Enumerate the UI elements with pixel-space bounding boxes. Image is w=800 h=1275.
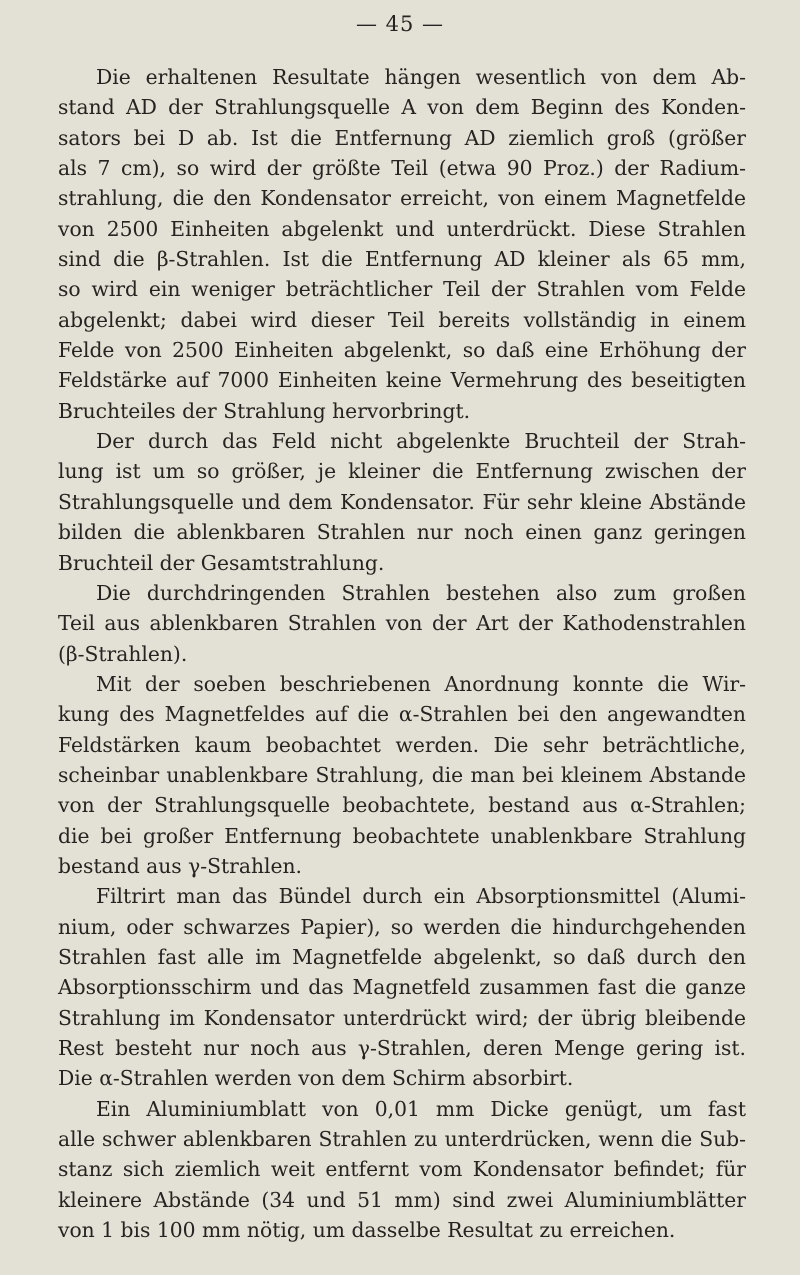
text-line: kleinere Abstände (34 und 51 mm) sind zwei Aluminiumblätter	[58, 1187, 746, 1212]
text-line: kung des Magnetfeldes auf die α-Strahlen bei den angewandten	[58, 702, 746, 727]
text-line: alle schwer ablenkbaren Strahlen zu unterdrücken, wenn die Sub-	[58, 1127, 746, 1152]
text-line: Strahlung im Kondensator unterdrückt wird; der übrig bleibende	[58, 1005, 746, 1030]
text-line: strahlung, die den Kondensator erreicht, von einem Magnetfelde	[58, 186, 746, 211]
text-line: Strahlen fast alle im Magnetfelde abgelenkt, so daß durch den	[58, 944, 746, 969]
text-line: Feldstärken kaum beobachtet werden. Die sehr beträchtliche,	[58, 732, 746, 757]
text-line: Filtrirt man das Bündel durch ein Absorptionsmittel (Alumi-	[96, 884, 746, 909]
text-line: Die erhaltenen Resultate hängen wesentlich von dem Ab-	[96, 65, 746, 89]
text-line: nium, oder schwarzes Papier), so werden die hindurchgehenden	[58, 914, 746, 939]
text-line: sators bei D ab. Ist die Entfernung AD ziemlich groß (größer	[58, 125, 746, 150]
text-line: scheinbar unablenkbare Strahlung, die man bei kleinem Abstande	[58, 762, 746, 787]
text-line: Der durch das Feld nicht abgelenkte Bruchteil der Strah-	[96, 429, 746, 454]
text-line: von 1 bis 100 mm nötig, um dasselbe Resultat zu erreichen.	[58, 1218, 676, 1243]
text-line: von 2500 Einheiten abgelenkt und unterdrückt. Diese Strahlen	[58, 216, 746, 241]
text-line: lung ist um so größer, je kleiner die Entfernung zwischen der	[58, 459, 746, 484]
text-line: stanz sich ziemlich weit entfernt vom Kondensator befindet; für	[58, 1157, 746, 1182]
text-line: als 7 cm), so wird der größte Teil (etwa 90 Proz.) der Radium-	[58, 156, 746, 181]
text-line: Mit der soeben beschriebenen Anordnung konnte die Wir-	[96, 671, 746, 696]
text-line: Die α-Strahlen werden von dem Schirm absorbirt.	[58, 1066, 574, 1091]
text-line: Absorptionsschirm und das Magnetfeld zusammen fast die ganze	[58, 975, 746, 1000]
text-line: stand AD der Strahlungsquelle A von dem Beginn des Konden-	[58, 95, 746, 120]
text-line: bilden die ablenkbaren Strahlen nur noch einen ganz geringen	[58, 520, 746, 545]
text-line: Teil aus ablenkbaren Strahlen von der Art der Kathodenstrahlen	[58, 611, 746, 636]
text-line: sind die β-Strahlen. Ist die Entfernung AD kleiner als 65 mm,	[58, 247, 746, 272]
text-line: Ein Aluminiumblatt von 0,01 mm Dicke genügt, um fast	[96, 1096, 746, 1121]
text-line: abgelenkt; dabei wird dieser Teil bereits vollständig in einem	[58, 307, 746, 332]
body-text	[58, 62, 746, 1245]
text-line: bestand aus γ-Strahlen.	[58, 853, 302, 878]
text-line: (β-Strahlen).	[58, 641, 188, 666]
text-line: so wird ein weniger beträchtlicher Teil der Strahlen vom Felde	[58, 277, 746, 302]
text-line: Bruchteiles der Strahlung hervorbringt.	[58, 398, 471, 423]
page-number: — 45 —	[355, 12, 445, 36]
text-line: Felde von 2500 Einheiten abgelenkt, so daß eine Erhöhung der	[58, 338, 746, 363]
text-line: Bruchteil der Gesamtstrahlung.	[58, 550, 385, 575]
text-line: von der Strahlungsquelle beobachtete, bestand aus α-Strahlen;	[58, 793, 746, 818]
text-line: Rest besteht nur noch aus γ-Strahlen, deren Menge gering ist.	[58, 1036, 746, 1060]
text-line: Strahlungsquelle und dem Kondensator. Für sehr kleine Abstände	[58, 489, 746, 514]
text-line: die bei großer Entfernung beobachtete unablenkbare Strahlung	[58, 823, 746, 848]
text-line: Feldstärke auf 7000 Einheiten keine Vermehrung des beseitigten	[58, 368, 746, 393]
text-line: Die durchdringenden Strahlen bestehen also zum großen	[96, 580, 746, 605]
